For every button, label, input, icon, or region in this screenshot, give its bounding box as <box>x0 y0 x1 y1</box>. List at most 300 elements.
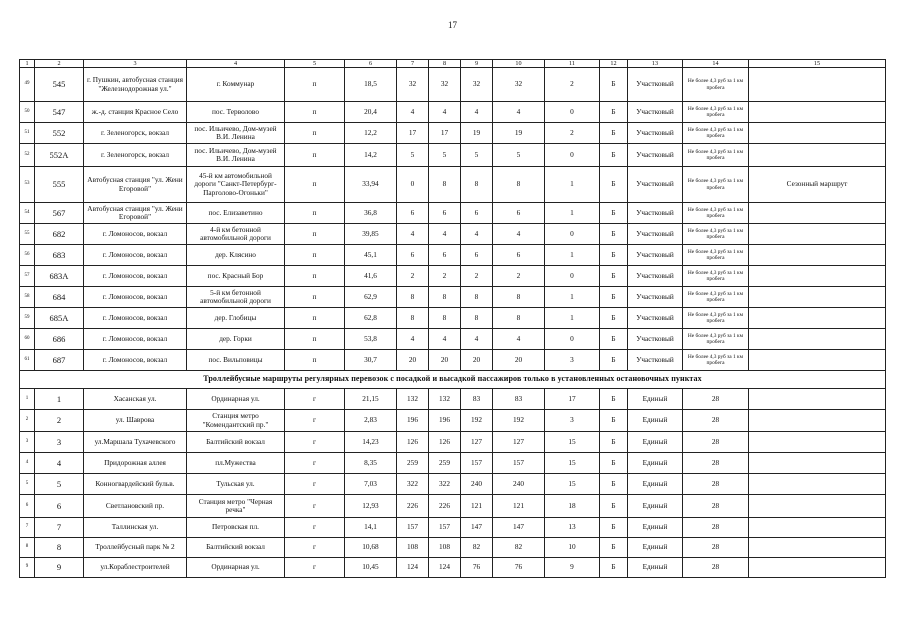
reserve-cell: 0 <box>545 266 600 287</box>
class-cell: Б <box>600 389 628 410</box>
start-point-cell: Таллинская ул. <box>84 518 187 538</box>
count-cell: 4 <box>461 224 493 245</box>
length-cell: 14,1 <box>345 518 397 538</box>
table-row <box>20 287 886 308</box>
route-number-cell: 686 <box>35 329 84 350</box>
count-cell: 157 <box>461 453 493 474</box>
transport-type-cell: г <box>285 558 345 578</box>
route-number-cell: 5 <box>35 474 84 495</box>
transport-type-cell: п <box>285 350 345 371</box>
note-cell <box>749 432 886 453</box>
transport-type-cell: п <box>285 224 345 245</box>
route-number-cell: 682 <box>35 224 84 245</box>
count-cell: 226 <box>429 495 461 518</box>
count-cell: 4 <box>429 224 461 245</box>
end-point-cell: Балтийский вокзал <box>187 538 285 558</box>
row-number-cell: 52 <box>20 144 35 167</box>
tariff-kind-cell: Участковый <box>628 245 683 266</box>
count-cell: 5 <box>397 144 429 167</box>
row-number-cell: 8 <box>20 538 35 558</box>
length-cell: 45,1 <box>345 245 397 266</box>
count-cell: 6 <box>429 245 461 266</box>
row-number-cell: 4 <box>20 453 35 474</box>
count-cell: 121 <box>493 495 545 518</box>
transport-type-cell: г <box>285 518 345 538</box>
table-row <box>20 266 886 287</box>
reserve-cell: 15 <box>545 474 600 495</box>
column-header: 13 <box>628 60 683 68</box>
count-cell: 6 <box>461 203 493 224</box>
table-row <box>20 144 886 167</box>
row-number-cell: 7 <box>20 518 35 538</box>
tariff-cell: Не более 4,3 руб за 1 км пробега <box>683 102 749 123</box>
count-cell: 8 <box>429 287 461 308</box>
count-cell: 8 <box>397 287 429 308</box>
transport-type-cell: п <box>285 266 345 287</box>
route-number-cell: 684 <box>35 287 84 308</box>
count-cell: 82 <box>493 538 545 558</box>
start-point-cell: г. Ломоносов, вокзал <box>84 266 187 287</box>
end-point-cell: 4-й км бетонной автомобильной дороги <box>187 224 285 245</box>
reserve-cell: 1 <box>545 203 600 224</box>
note-cell <box>749 350 886 371</box>
reserve-cell: 2 <box>545 123 600 144</box>
route-number-cell: 8 <box>35 538 84 558</box>
count-cell: 32 <box>397 68 429 102</box>
count-cell: 322 <box>397 474 429 495</box>
start-point-cell: Автобусная станция "ул. Жени Егоровой" <box>84 167 187 203</box>
class-cell: Б <box>600 538 628 558</box>
count-cell: 4 <box>493 102 545 123</box>
note-cell <box>749 245 886 266</box>
start-point-cell: г. Ломоносов, вокзал <box>84 329 187 350</box>
length-cell: 10,45 <box>345 558 397 578</box>
count-cell: 132 <box>397 389 429 410</box>
count-cell: 20 <box>493 350 545 371</box>
tariff-kind-cell: Участковый <box>628 329 683 350</box>
row-number-cell: 56 <box>20 245 35 266</box>
column-header: 6 <box>345 60 397 68</box>
start-point-cell: г. Ломоносов, вокзал <box>84 245 187 266</box>
length-cell: 39,85 <box>345 224 397 245</box>
table-row <box>20 495 886 518</box>
row-number-cell: 5 <box>20 474 35 495</box>
reserve-cell: 1 <box>545 287 600 308</box>
count-cell: 8 <box>461 287 493 308</box>
route-number-cell: 687 <box>35 350 84 371</box>
tariff-cell: 28 <box>683 389 749 410</box>
class-cell: Б <box>600 266 628 287</box>
class-cell: Б <box>600 558 628 578</box>
table-row <box>20 558 886 578</box>
count-cell: 259 <box>429 453 461 474</box>
count-cell: 6 <box>493 245 545 266</box>
note-cell <box>749 308 886 329</box>
header-row <box>20 60 886 68</box>
class-cell: Б <box>600 102 628 123</box>
route-number-cell: 552А <box>35 144 84 167</box>
table-row <box>20 453 886 474</box>
tariff-kind-cell: Единый <box>628 495 683 518</box>
column-header: 15 <box>749 60 886 68</box>
row-number-cell: 51 <box>20 123 35 144</box>
count-cell: 8 <box>461 167 493 203</box>
tariff-cell: 28 <box>683 410 749 432</box>
transport-type-cell: п <box>285 68 345 102</box>
route-number-cell: 552 <box>35 123 84 144</box>
count-cell: 108 <box>429 538 461 558</box>
reserve-cell: 9 <box>545 558 600 578</box>
count-cell: 17 <box>429 123 461 144</box>
tariff-kind-cell: Единый <box>628 432 683 453</box>
tariff-kind-cell: Участковый <box>628 308 683 329</box>
length-cell: 7,03 <box>345 474 397 495</box>
route-number-cell: 545 <box>35 68 84 102</box>
count-cell: 259 <box>397 453 429 474</box>
tariff-kind-cell: Участковый <box>628 144 683 167</box>
start-point-cell: г. Ломоносов, вокзал <box>84 308 187 329</box>
transport-type-cell: г <box>285 410 345 432</box>
column-header: 4 <box>187 60 285 68</box>
tariff-kind-cell: Единый <box>628 474 683 495</box>
transport-type-cell: г <box>285 495 345 518</box>
start-point-cell: ж.-д. станция Красное Село <box>84 102 187 123</box>
row-number-cell: 6 <box>20 495 35 518</box>
note-cell <box>749 474 886 495</box>
count-cell: 196 <box>429 410 461 432</box>
class-cell: Б <box>600 245 628 266</box>
note-cell <box>749 102 886 123</box>
column-header: 1 <box>20 60 35 68</box>
count-cell: 226 <box>397 495 429 518</box>
count-cell: 83 <box>493 389 545 410</box>
class-cell: Б <box>600 144 628 167</box>
count-cell: 192 <box>493 410 545 432</box>
count-cell: 157 <box>429 518 461 538</box>
class-cell: Б <box>600 203 628 224</box>
note-cell <box>749 453 886 474</box>
tariff-cell: Не более 4,3 руб за 1 км пробега <box>683 224 749 245</box>
class-cell: Б <box>600 453 628 474</box>
reserve-cell: 3 <box>545 410 600 432</box>
start-point-cell: Придорожная аллея <box>84 453 187 474</box>
tariff-kind-cell: Участковый <box>628 287 683 308</box>
tariff-cell: Не более 4,3 руб за 1 км пробега <box>683 123 749 144</box>
start-point-cell: г. Ломоносов, вокзал <box>84 224 187 245</box>
tariff-kind-cell: Участковый <box>628 266 683 287</box>
transport-type-cell: г <box>285 538 345 558</box>
tariff-kind-cell: Участковый <box>628 68 683 102</box>
count-cell: 8 <box>461 308 493 329</box>
tariff-cell: Не более 4,3 руб за 1 км пробега <box>683 144 749 167</box>
note-cell <box>749 329 886 350</box>
count-cell: 127 <box>461 432 493 453</box>
transport-type-cell: г <box>285 474 345 495</box>
tariff-cell: Не более 4,3 руб за 1 км пробега <box>683 329 749 350</box>
start-point-cell: ул.Маршала Тухачевского <box>84 432 187 453</box>
start-point-cell: ул.Кораблестроителей <box>84 558 187 578</box>
count-cell: 19 <box>461 123 493 144</box>
note-cell: Сезонный маршрут <box>749 167 886 203</box>
table-row <box>20 518 886 538</box>
start-point-cell: Троллейбусный парк № 2 <box>84 538 187 558</box>
class-cell: Б <box>600 495 628 518</box>
column-header: 3 <box>84 60 187 68</box>
tariff-cell: Не более 4,3 руб за 1 км пробега <box>683 203 749 224</box>
count-cell: 132 <box>429 389 461 410</box>
count-cell: 192 <box>461 410 493 432</box>
transport-type-cell: п <box>285 203 345 224</box>
class-cell: Б <box>600 410 628 432</box>
reserve-cell: 17 <box>545 389 600 410</box>
route-number-cell: 4 <box>35 453 84 474</box>
tariff-kind-cell: Единый <box>628 538 683 558</box>
end-point-cell: пос. Ильичево, Дом-музей В.И. Ленина <box>187 144 285 167</box>
column-header: 14 <box>683 60 749 68</box>
class-cell: Б <box>600 518 628 538</box>
count-cell: 76 <box>461 558 493 578</box>
transport-type-cell: п <box>285 308 345 329</box>
reserve-cell: 15 <box>545 453 600 474</box>
note-cell <box>749 495 886 518</box>
row-number-cell: 49 <box>20 68 35 102</box>
column-header: 10 <box>493 60 545 68</box>
column-header: 12 <box>600 60 628 68</box>
end-point-cell: Станция метро "Комендантский пр." <box>187 410 285 432</box>
count-cell: 6 <box>429 203 461 224</box>
count-cell: 8 <box>429 167 461 203</box>
row-number-cell: 61 <box>20 350 35 371</box>
count-cell: 8 <box>493 308 545 329</box>
start-point-cell: г. Ломоносов, вокзал <box>84 287 187 308</box>
count-cell: 4 <box>397 329 429 350</box>
tariff-kind-cell: Единый <box>628 389 683 410</box>
count-cell: 19 <box>493 123 545 144</box>
route-number-cell: 9 <box>35 558 84 578</box>
reserve-cell: 0 <box>545 144 600 167</box>
note-cell <box>749 203 886 224</box>
tariff-kind-cell: Участковый <box>628 203 683 224</box>
transport-type-cell: п <box>285 245 345 266</box>
column-header: 11 <box>545 60 600 68</box>
tariff-kind-cell: Единый <box>628 410 683 432</box>
row-number-cell: 54 <box>20 203 35 224</box>
class-cell: Б <box>600 329 628 350</box>
count-cell: 32 <box>429 68 461 102</box>
note-cell <box>749 144 886 167</box>
count-cell: 20 <box>397 350 429 371</box>
count-cell: 6 <box>397 203 429 224</box>
end-point-cell: Балтийский вокзал <box>187 432 285 453</box>
start-point-cell: г. Зеленогорск, вокзал <box>84 144 187 167</box>
route-number-cell: 555 <box>35 167 84 203</box>
reserve-cell: 2 <box>545 68 600 102</box>
count-cell: 4 <box>429 102 461 123</box>
tariff-cell: 28 <box>683 474 749 495</box>
count-cell: 121 <box>461 495 493 518</box>
class-cell: Б <box>600 350 628 371</box>
row-number-cell: 3 <box>20 432 35 453</box>
table-row <box>20 167 886 203</box>
end-point-cell: дер. Горки <box>187 329 285 350</box>
table-row <box>20 203 886 224</box>
tariff-kind-cell: Участковый <box>628 102 683 123</box>
table-row <box>20 538 886 558</box>
count-cell: 126 <box>429 432 461 453</box>
length-cell: 41,6 <box>345 266 397 287</box>
tariff-cell: Не более 4,3 руб за 1 км пробега <box>683 350 749 371</box>
section-row <box>20 371 886 389</box>
column-header: 8 <box>429 60 461 68</box>
transport-type-cell: п <box>285 123 345 144</box>
tariff-cell: Не более 4,3 руб за 1 км пробега <box>683 266 749 287</box>
end-point-cell: дер. Глобицы <box>187 308 285 329</box>
reserve-cell: 0 <box>545 102 600 123</box>
note-cell <box>749 68 886 102</box>
class-cell: Б <box>600 432 628 453</box>
tariff-cell: 28 <box>683 518 749 538</box>
row-number-cell: 60 <box>20 329 35 350</box>
length-cell: 33,94 <box>345 167 397 203</box>
tariff-cell: Не более 4,3 руб за 1 км пробега <box>683 308 749 329</box>
route-number-cell: 6 <box>35 495 84 518</box>
class-cell: Б <box>600 123 628 144</box>
count-cell: 157 <box>493 453 545 474</box>
end-point-cell: Петровская пл. <box>187 518 285 538</box>
count-cell: 4 <box>397 224 429 245</box>
length-cell: 8,35 <box>345 453 397 474</box>
page-number: 17 <box>448 20 457 30</box>
count-cell: 20 <box>461 350 493 371</box>
note-cell <box>749 287 886 308</box>
count-cell: 6 <box>397 245 429 266</box>
note-cell <box>749 410 886 432</box>
table-row <box>20 410 886 432</box>
column-header: 5 <box>285 60 345 68</box>
class-cell: Б <box>600 167 628 203</box>
count-cell: 124 <box>429 558 461 578</box>
transport-type-cell: п <box>285 102 345 123</box>
end-point-cell: пос. Ильичево, Дом-музей В.И. Ленина <box>187 123 285 144</box>
row-number-cell: 59 <box>20 308 35 329</box>
class-cell: Б <box>600 474 628 495</box>
count-cell: 2 <box>397 266 429 287</box>
length-cell: 62,8 <box>345 308 397 329</box>
note-cell <box>749 389 886 410</box>
count-cell: 108 <box>397 538 429 558</box>
start-point-cell: Светлановский пр. <box>84 495 187 518</box>
row-number-cell: 57 <box>20 266 35 287</box>
end-point-cell: пос. Вильповицы <box>187 350 285 371</box>
transport-type-cell: п <box>285 167 345 203</box>
count-cell: 82 <box>461 538 493 558</box>
count-cell: 4 <box>493 224 545 245</box>
count-cell: 127 <box>493 432 545 453</box>
length-cell: 2,83 <box>345 410 397 432</box>
class-cell: Б <box>600 308 628 329</box>
transport-type-cell: п <box>285 287 345 308</box>
count-cell: 32 <box>461 68 493 102</box>
count-cell: 32 <box>493 68 545 102</box>
table-row <box>20 308 886 329</box>
table-row <box>20 329 886 350</box>
length-cell: 12,2 <box>345 123 397 144</box>
class-cell: Б <box>600 224 628 245</box>
count-cell: 5 <box>493 144 545 167</box>
column-header: 9 <box>461 60 493 68</box>
reserve-cell: 0 <box>545 224 600 245</box>
end-point-cell: Ординарная ул. <box>187 389 285 410</box>
tariff-kind-cell: Единый <box>628 558 683 578</box>
count-cell: 8 <box>397 308 429 329</box>
count-cell: 157 <box>397 518 429 538</box>
route-number-cell: 683А <box>35 266 84 287</box>
count-cell: 147 <box>493 518 545 538</box>
transport-type-cell: г <box>285 389 345 410</box>
count-cell: 8 <box>493 167 545 203</box>
row-number-cell: 2 <box>20 410 35 432</box>
count-cell: 4 <box>461 102 493 123</box>
length-cell: 36,8 <box>345 203 397 224</box>
column-header: 7 <box>397 60 429 68</box>
class-cell: Б <box>600 287 628 308</box>
transport-type-cell: г <box>285 432 345 453</box>
length-cell: 12,93 <box>345 495 397 518</box>
tariff-kind-cell: Участковый <box>628 123 683 144</box>
count-cell: 147 <box>461 518 493 538</box>
end-point-cell: Ординарная ул. <box>187 558 285 578</box>
note-cell <box>749 266 886 287</box>
count-cell: 240 <box>493 474 545 495</box>
tariff-cell: 28 <box>683 453 749 474</box>
end-point-cell: 45-й км автомобильной дороги "Санкт-Петербург-Парголово-Огоньки" <box>187 167 285 203</box>
section-title: Троллейбусные маршруты регулярных перевозок с посадкой и высадкой пассажиров только в установленных остановочных пунктах <box>20 371 886 389</box>
tariff-cell: Не более 4,3 руб за 1 км пробега <box>683 167 749 203</box>
length-cell: 30,7 <box>345 350 397 371</box>
end-point-cell: пл.Мужества <box>187 453 285 474</box>
row-number-cell: 53 <box>20 167 35 203</box>
length-cell: 14,23 <box>345 432 397 453</box>
count-cell: 17 <box>397 123 429 144</box>
route-number-cell: 685А <box>35 308 84 329</box>
note-cell <box>749 224 886 245</box>
route-number-cell: 683 <box>35 245 84 266</box>
table-row <box>20 68 886 102</box>
end-point-cell: Станция метро "Черная речка" <box>187 495 285 518</box>
length-cell: 20,4 <box>345 102 397 123</box>
tariff-kind-cell: Участковый <box>628 167 683 203</box>
reserve-cell: 13 <box>545 518 600 538</box>
start-point-cell: Конногвардейский бульв. <box>84 474 187 495</box>
table-row <box>20 123 886 144</box>
routes-table <box>19 59 886 578</box>
count-cell: 5 <box>429 144 461 167</box>
start-point-cell: г. Ломоносов, вокзал <box>84 350 187 371</box>
count-cell: 126 <box>397 432 429 453</box>
tariff-cell: 28 <box>683 432 749 453</box>
tariff-kind-cell: Участковый <box>628 350 683 371</box>
count-cell: 2 <box>493 266 545 287</box>
length-cell: 53,8 <box>345 329 397 350</box>
count-cell: 8 <box>429 308 461 329</box>
length-cell: 62,9 <box>345 287 397 308</box>
route-number-cell: 1 <box>35 389 84 410</box>
reserve-cell: 0 <box>545 329 600 350</box>
table-row <box>20 389 886 410</box>
start-point-cell: г. Зеленогорск, вокзал <box>84 123 187 144</box>
tariff-cell: 28 <box>683 495 749 518</box>
reserve-cell: 1 <box>545 245 600 266</box>
